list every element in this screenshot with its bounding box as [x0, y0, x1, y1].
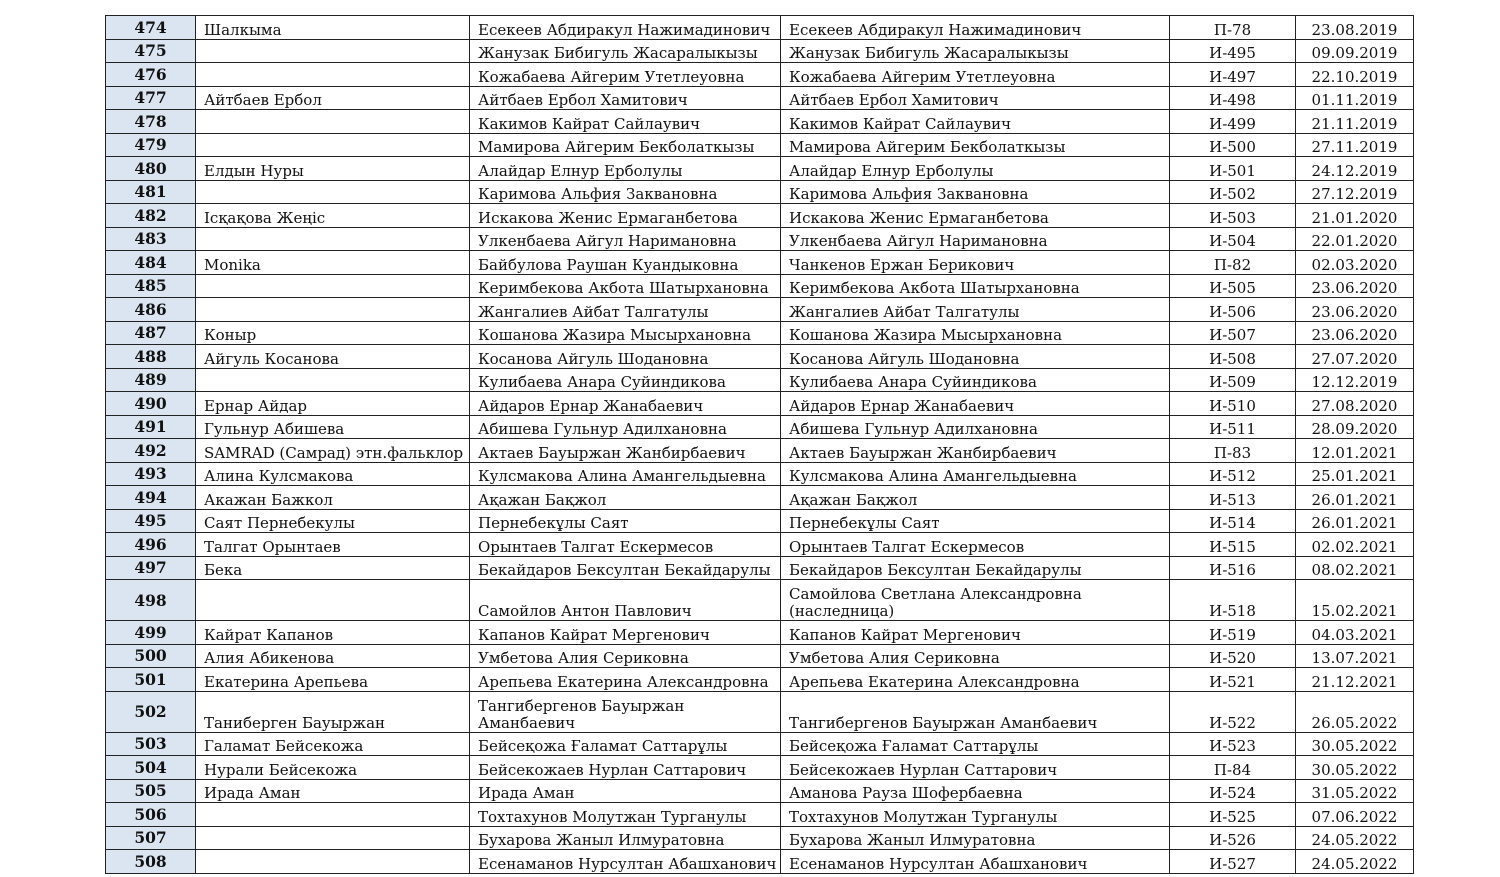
- pseudonym-cell: Нурали Бейсекожа: [196, 756, 470, 780]
- pseudonym-cell: [196, 110, 470, 134]
- pseudonym-cell: Екатерина Арепьева: [196, 668, 470, 692]
- rightholder-cell: Керимбекова Акбота Шатырхановна: [781, 274, 1170, 298]
- pseudonym-cell: [196, 298, 470, 322]
- registration-code-cell: И-524: [1170, 779, 1296, 803]
- rightholder-cell: Тохтахунов Молутжан Турганулы: [781, 803, 1170, 827]
- registration-code-cell: П-84: [1170, 756, 1296, 780]
- date-cell: 01.11.2019: [1296, 86, 1414, 110]
- pseudonym-cell: Галамат Бейсекожа: [196, 732, 470, 756]
- rightholder-cell: Ақажан Бақжол: [781, 486, 1170, 510]
- rightholder-cell: Бухарова Жаныл Илмуратовна: [781, 826, 1170, 850]
- date-cell: 09.09.2019: [1296, 39, 1414, 63]
- rightholder-cell: Бекайдаров Бексултан Бекайдарулы: [781, 556, 1170, 580]
- table-row: [106, 204, 1414, 228]
- date-cell: 21.11.2019: [1296, 110, 1414, 134]
- registration-code-cell: И-523: [1170, 732, 1296, 756]
- rightholder-cell: Абишева Гульнур Адилхановна: [781, 415, 1170, 439]
- table-row: [106, 668, 1414, 692]
- registration-code-cell: И-501: [1170, 157, 1296, 181]
- row-number: 487: [106, 321, 196, 345]
- pseudonym-cell: Елдын Нуры: [196, 157, 470, 181]
- pseudonym-cell: [196, 63, 470, 87]
- author-cell: Ирада Аман: [470, 779, 781, 803]
- row-number: 480: [106, 157, 196, 181]
- rightholder-cell: Кошанова Жазира Мысырхановна: [781, 321, 1170, 345]
- author-cell: Какимов Кайрат Сайлаувич: [470, 110, 781, 134]
- row-number: 507: [106, 826, 196, 850]
- pseudonym-cell: Алина Кулсмакова: [196, 462, 470, 486]
- table-row: [106, 39, 1414, 63]
- author-cell: Орынтаев Талгат Ескермесов: [470, 533, 781, 557]
- author-cell: Ақажан Бақжол: [470, 486, 781, 510]
- date-cell: 22.10.2019: [1296, 63, 1414, 87]
- author-cell: Косанова Айгуль Шодановна: [470, 345, 781, 369]
- date-cell: 13.07.2021: [1296, 644, 1414, 668]
- date-cell: 02.02.2021: [1296, 533, 1414, 557]
- registration-code-cell: И-518: [1170, 580, 1296, 621]
- table-row: [106, 86, 1414, 110]
- rightholder-cell: Арепьева Екатерина Александровна: [781, 668, 1170, 692]
- row-number: 495: [106, 509, 196, 533]
- date-cell: 26.01.2021: [1296, 486, 1414, 510]
- rightholder-cell: Кулибаева Анара Суйиндикова: [781, 368, 1170, 392]
- table-row: [106, 415, 1414, 439]
- table-row: [106, 621, 1414, 645]
- rightholder-cell: Актаев Бауыржан Жанбирбаевич: [781, 439, 1170, 463]
- row-number: 506: [106, 803, 196, 827]
- author-cell: Есенаманов Нурсултан Абашханович: [470, 850, 781, 874]
- registration-code-cell: И-505: [1170, 274, 1296, 298]
- author-cell: Самойлов Антон Павлович: [470, 580, 781, 621]
- rightholder-cell: Кожабаева Айгерим Утетлеуовна: [781, 63, 1170, 87]
- pseudonym-cell: Айтбаев Ербол: [196, 86, 470, 110]
- date-cell: 26.05.2022: [1296, 691, 1414, 732]
- date-cell: 27.11.2019: [1296, 133, 1414, 157]
- author-cell: Кожабаева Айгерим Утетлеуовна: [470, 63, 781, 87]
- table-row: [106, 274, 1414, 298]
- row-number: 484: [106, 251, 196, 275]
- registration-code-cell: И-515: [1170, 533, 1296, 557]
- author-cell: Кулсмакова Алина Амангельдыевна: [470, 462, 781, 486]
- pseudonym-cell: Ирада Аман: [196, 779, 470, 803]
- registration-code-cell: И-514: [1170, 509, 1296, 533]
- registration-code-cell: И-516: [1170, 556, 1296, 580]
- registration-code-cell: П-83: [1170, 439, 1296, 463]
- pseudonym-cell: [196, 274, 470, 298]
- row-number: 491: [106, 415, 196, 439]
- row-number: 479: [106, 133, 196, 157]
- date-cell: 24.12.2019: [1296, 157, 1414, 181]
- author-cell: Есекеев Абдиракул Нажимадинович: [470, 16, 781, 40]
- row-number: 482: [106, 204, 196, 228]
- date-cell: 23.06.2020: [1296, 321, 1414, 345]
- table-row: [106, 644, 1414, 668]
- date-cell: 15.02.2021: [1296, 580, 1414, 621]
- row-number: 475: [106, 39, 196, 63]
- author-cell: Жангалиев Айбат Талгатулы: [470, 298, 781, 322]
- pseudonym-cell: SAMRAD (Самрад) этн.фальклор: [196, 439, 470, 463]
- row-number: 496: [106, 533, 196, 557]
- rightholder-cell: Мамирова Айгерим Бекболаткызы: [781, 133, 1170, 157]
- registration-code-cell: И-499: [1170, 110, 1296, 134]
- author-cell: Кошанова Жазира Мысырхановна: [470, 321, 781, 345]
- author-cell: Умбетова Алия Сериковна: [470, 644, 781, 668]
- author-cell: Каримова Альфия Заквановна: [470, 180, 781, 204]
- rightholder-cell: Каримова Альфия Заквановна: [781, 180, 1170, 204]
- row-number: 502: [106, 691, 196, 732]
- pseudonym-cell: [196, 580, 470, 621]
- author-cell: Бейсекожаев Нурлан Саттарович: [470, 756, 781, 780]
- date-cell: 23.06.2020: [1296, 274, 1414, 298]
- pseudonym-cell: Акажан Бажкол: [196, 486, 470, 510]
- author-cell: Байбулова Раушан Куандыковна: [470, 251, 781, 275]
- table-row: [106, 533, 1414, 557]
- row-number: 490: [106, 392, 196, 416]
- pseudonym-cell: Бека: [196, 556, 470, 580]
- row-number: 481: [106, 180, 196, 204]
- registration-code-cell: И-521: [1170, 668, 1296, 692]
- row-number: 486: [106, 298, 196, 322]
- table-row: [106, 462, 1414, 486]
- date-cell: 12.12.2019: [1296, 368, 1414, 392]
- registration-code-cell: И-512: [1170, 462, 1296, 486]
- rightholder-cell: Самойлова Светлана Александровна (наследница): [781, 580, 1170, 621]
- pseudonym-cell: Талгат Орынтаев: [196, 533, 470, 557]
- author-cell: Абишева Гульнур Адилхановна: [470, 415, 781, 439]
- pseudonym-cell: [196, 227, 470, 251]
- row-number: 500: [106, 644, 196, 668]
- registration-code-cell: И-525: [1170, 803, 1296, 827]
- author-cell: Актаев Бауыржан Жанбирбаевич: [470, 439, 781, 463]
- table-row: [106, 850, 1414, 874]
- author-cell: Тангибергенов Бауыржан Аманбаевич: [470, 691, 781, 732]
- pseudonym-cell: [196, 850, 470, 874]
- table-row: [106, 227, 1414, 251]
- row-number: 477: [106, 86, 196, 110]
- table-row: [106, 321, 1414, 345]
- pseudonym-cell: Саят Пернебекулы: [196, 509, 470, 533]
- table-row: [106, 803, 1414, 827]
- rightholder-cell: Бейсекожаев Нурлан Саттарович: [781, 756, 1170, 780]
- table-row: [106, 756, 1414, 780]
- table-row: [106, 298, 1414, 322]
- date-cell: 23.08.2019: [1296, 16, 1414, 40]
- registration-code-cell: И-513: [1170, 486, 1296, 510]
- date-cell: 27.12.2019: [1296, 180, 1414, 204]
- author-cell: Айтбаев Ербол Хамитович: [470, 86, 781, 110]
- pseudonym-cell: [196, 368, 470, 392]
- table-row: [106, 16, 1414, 40]
- rightholder-cell: Умбетова Алия Сериковна: [781, 644, 1170, 668]
- row-number: 483: [106, 227, 196, 251]
- table-row: [106, 580, 1414, 621]
- table-row: [106, 392, 1414, 416]
- registration-code-cell: И-520: [1170, 644, 1296, 668]
- registration-code-cell: И-527: [1170, 850, 1296, 874]
- author-cell: Арепьева Екатерина Александровна: [470, 668, 781, 692]
- pseudonym-cell: Шалкыма: [196, 16, 470, 40]
- table-row: [106, 439, 1414, 463]
- pseudonym-cell: Monika: [196, 251, 470, 275]
- rightholder-cell: Искакова Женис Ермаганбетова: [781, 204, 1170, 228]
- table-row: [106, 368, 1414, 392]
- pseudonym-cell: Кайрат Капанов: [196, 621, 470, 645]
- table-row: [106, 779, 1414, 803]
- row-number: 492: [106, 439, 196, 463]
- pseudonym-cell: [196, 133, 470, 157]
- table-row: [106, 486, 1414, 510]
- registration-code-cell: И-502: [1170, 180, 1296, 204]
- date-cell: 22.01.2020: [1296, 227, 1414, 251]
- registration-code-cell: И-507: [1170, 321, 1296, 345]
- date-cell: 04.03.2021: [1296, 621, 1414, 645]
- table-row: [106, 133, 1414, 157]
- row-number: 508: [106, 850, 196, 874]
- rightholder-cell: Аманова Рауза Шофербаевна: [781, 779, 1170, 803]
- registration-code-cell: П-82: [1170, 251, 1296, 275]
- registration-code-cell: П-78: [1170, 16, 1296, 40]
- row-number: 501: [106, 668, 196, 692]
- author-cell: Мамирова Айгерим Бекболаткызы: [470, 133, 781, 157]
- rightholder-cell: Пернебекұлы Саят: [781, 509, 1170, 533]
- pseudonym-cell: [196, 826, 470, 850]
- rightholder-cell: Айтбаев Ербол Хамитович: [781, 86, 1170, 110]
- rightholder-cell: Жангалиев Айбат Талгатулы: [781, 298, 1170, 322]
- date-cell: 23.06.2020: [1296, 298, 1414, 322]
- rightholder-cell: Орынтаев Талгат Ескермесов: [781, 533, 1170, 557]
- author-cell: Капанов Кайрат Мергенович: [470, 621, 781, 645]
- rightholder-cell: Косанова Айгуль Шодановна: [781, 345, 1170, 369]
- row-number: 493: [106, 462, 196, 486]
- registration-code-cell: И-495: [1170, 39, 1296, 63]
- registration-code-cell: И-510: [1170, 392, 1296, 416]
- pseudonym-cell: Ісқақова Жеңіс: [196, 204, 470, 228]
- table-row: [106, 251, 1414, 275]
- pseudonym-cell: Ернар Айдар: [196, 392, 470, 416]
- date-cell: 02.03.2020: [1296, 251, 1414, 275]
- registration-code-cell: И-503: [1170, 204, 1296, 228]
- author-cell: Бейсеқожа Ғаламат Саттарұлы: [470, 732, 781, 756]
- author-cell: Искакова Женис Ермаганбетова: [470, 204, 781, 228]
- row-number: 494: [106, 486, 196, 510]
- date-cell: 27.07.2020: [1296, 345, 1414, 369]
- pseudonym-cell: [196, 803, 470, 827]
- author-cell: Кулибаева Анара Суйиндикова: [470, 368, 781, 392]
- author-cell: Керимбекова Акбота Шатырхановна: [470, 274, 781, 298]
- row-number: 488: [106, 345, 196, 369]
- author-cell: Жанузак Бибигуль Жасаралыкызы: [470, 39, 781, 63]
- author-cell: Пернебекұлы Саят: [470, 509, 781, 533]
- pseudonym-cell: Коныр: [196, 321, 470, 345]
- date-cell: 12.01.2021: [1296, 439, 1414, 463]
- registration-code-cell: И-509: [1170, 368, 1296, 392]
- rightholder-cell: Бейсеқожа Ғаламат Саттарұлы: [781, 732, 1170, 756]
- row-number: 485: [106, 274, 196, 298]
- author-cell: Улкенбаева Айгул Наримановна: [470, 227, 781, 251]
- pseudonym-cell: Айгуль Косанова: [196, 345, 470, 369]
- rightholder-cell: Айдаров Ернар Жанабаевич: [781, 392, 1170, 416]
- date-cell: 21.12.2021: [1296, 668, 1414, 692]
- rightholder-cell: Жанузак Бибигуль Жасаралыкызы: [781, 39, 1170, 63]
- registration-code-cell: И-506: [1170, 298, 1296, 322]
- table-row: [106, 110, 1414, 134]
- author-cell: Бекайдаров Бексултан Бекайдарулы: [470, 556, 781, 580]
- date-cell: 21.01.2020: [1296, 204, 1414, 228]
- date-cell: 25.01.2021: [1296, 462, 1414, 486]
- table-row: [106, 556, 1414, 580]
- registration-code-cell: И-511: [1170, 415, 1296, 439]
- row-number: 503: [106, 732, 196, 756]
- registration-code-cell: И-497: [1170, 63, 1296, 87]
- date-cell: 30.05.2022: [1296, 732, 1414, 756]
- registration-code-cell: И-504: [1170, 227, 1296, 251]
- pseudonym-cell: [196, 39, 470, 63]
- table-row: [106, 732, 1414, 756]
- table-row: [106, 826, 1414, 850]
- row-number: 505: [106, 779, 196, 803]
- rightholder-cell: Какимов Кайрат Сайлаувич: [781, 110, 1170, 134]
- row-number: 497: [106, 556, 196, 580]
- pseudonym-cell: Алия Абикенова: [196, 644, 470, 668]
- date-cell: 26.01.2021: [1296, 509, 1414, 533]
- date-cell: 30.05.2022: [1296, 756, 1414, 780]
- row-number: 478: [106, 110, 196, 134]
- table-row: [106, 345, 1414, 369]
- author-cell: Алайдар Елнур Ерболулы: [470, 157, 781, 181]
- registration-code-cell: И-526: [1170, 826, 1296, 850]
- rightholder-cell: Улкенбаева Айгул Наримановна: [781, 227, 1170, 251]
- date-cell: 08.02.2021: [1296, 556, 1414, 580]
- row-number: 499: [106, 621, 196, 645]
- pseudonym-cell: Гульнур Абишева: [196, 415, 470, 439]
- pseudonym-cell: [196, 180, 470, 204]
- rightholder-cell: Капанов Кайрат Мергенович: [781, 621, 1170, 645]
- registry-table-body: [106, 16, 1414, 874]
- table-row: [106, 509, 1414, 533]
- registration-code-cell: И-508: [1170, 345, 1296, 369]
- registry-table: [105, 15, 1414, 874]
- registration-code-cell: И-498: [1170, 86, 1296, 110]
- row-number: 504: [106, 756, 196, 780]
- date-cell: 07.06.2022: [1296, 803, 1414, 827]
- date-cell: 27.08.2020: [1296, 392, 1414, 416]
- registration-code-cell: И-519: [1170, 621, 1296, 645]
- registration-code-cell: И-500: [1170, 133, 1296, 157]
- date-cell: 28.09.2020: [1296, 415, 1414, 439]
- author-cell: Бухарова Жаныл Илмуратовна: [470, 826, 781, 850]
- date-cell: 24.05.2022: [1296, 850, 1414, 874]
- pseudonym-cell: Таниберген Бауыржан: [196, 691, 470, 732]
- rightholder-cell: Алайдар Елнур Ерболулы: [781, 157, 1170, 181]
- date-cell: 31.05.2022: [1296, 779, 1414, 803]
- table-row: [106, 157, 1414, 181]
- author-cell: Тохтахунов Молутжан Турганулы: [470, 803, 781, 827]
- table-row: [106, 180, 1414, 204]
- rightholder-cell: Чанкенов Ержан Берикович: [781, 251, 1170, 275]
- date-cell: 24.05.2022: [1296, 826, 1414, 850]
- rightholder-cell: Тангибергенов Бауыржан Аманбаевич: [781, 691, 1170, 732]
- table-row: [106, 63, 1414, 87]
- row-number: 498: [106, 580, 196, 621]
- rightholder-cell: Кулсмакова Алина Амангельдыевна: [781, 462, 1170, 486]
- row-number: 474: [106, 16, 196, 40]
- table-row: [106, 691, 1414, 732]
- row-number: 476: [106, 63, 196, 87]
- rightholder-cell: Есенаманов Нурсултан Абашханович: [781, 850, 1170, 874]
- rightholder-cell: Есекеев Абдиракул Нажимадинович: [781, 16, 1170, 40]
- author-cell: Айдаров Ернар Жанабаевич: [470, 392, 781, 416]
- row-number: 489: [106, 368, 196, 392]
- registration-code-cell: И-522: [1170, 691, 1296, 732]
